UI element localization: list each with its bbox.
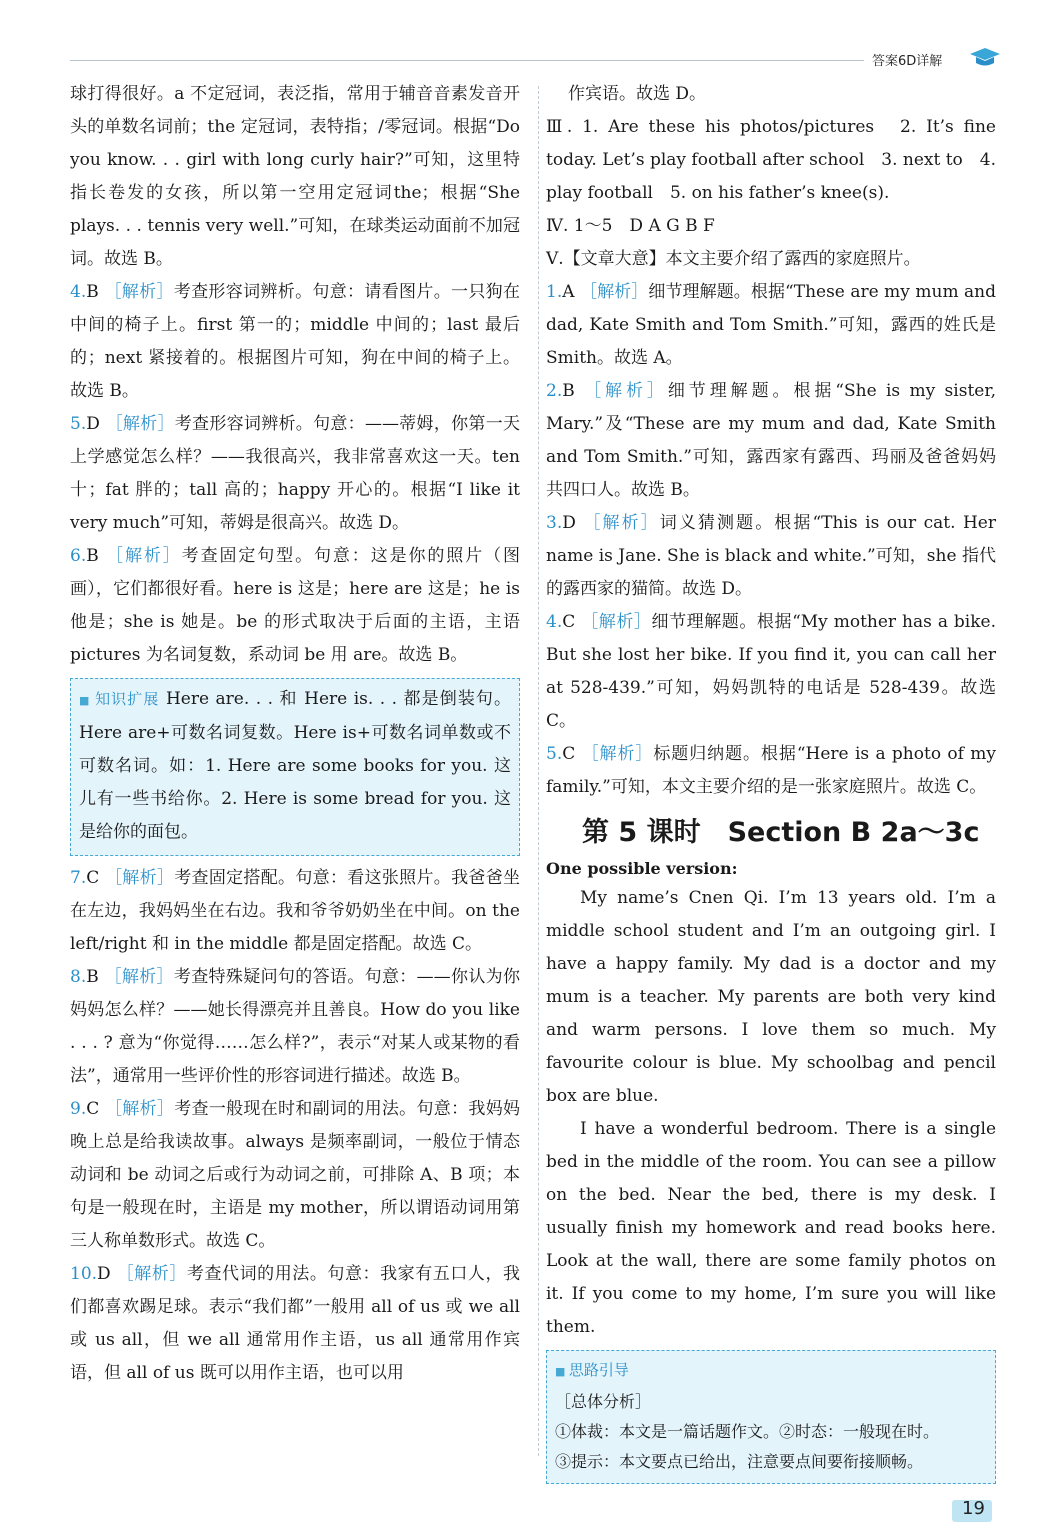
writing-guide-line: ①体裁：本文是一篇话题作文。②时态：一般现在时。 [555, 1422, 940, 1441]
left-column [70, 78, 520, 1390]
essay-paragraph: I have a wonderful bedroom. There is a single bed in the middle of the room. You can see a pillow on the bed. Near the bed, there is my desk. I usually finish my homework and read books here. Look at the wall, there are some family photos on it. If you come to my home, I’m sure you will like them. [546, 1119, 996, 1337]
sample-essay [546, 882, 996, 1344]
reading-item-3: 3.D ［解析］词义猜测题。根据“This is our cat. Her name is Jane. She is black and white.”可知，she 指代的露西家的猫简。故选 D。 [546, 513, 996, 599]
answer-item-9: 9.C ［解析］考查一般现在时和副词的用法。句意：我妈妈晚上总是给我读故事。always 是频率副词，一般位于情态动词和 be 动词之后或行为动词之前，可排除 A、B 项；本句是一般现在时，主语是 my mother，所以谓语动词用第三人称单数形式。故选 C。 [70, 1099, 521, 1251]
knowledge-box-text: Here are. . . 和 Here is. . . 都是倒装句。Here are+可数名词复数。Here is+可数名词单数或不可数名词。如：1. Here are some books for you. 这儿有一些书给你。2. Here is some bread for you. 这是给你的面包。 [79, 689, 512, 842]
knowledge-box [70, 678, 520, 856]
reading-item-2: 2.B ［解析］细节理解题。根据“She is my sister, Mary.”及“These are my mum and dad, Kate Smith and Tom Smith.”可知，露西家有露西、玛丽及爸爸妈妈共四口人。故选 B。 [546, 381, 997, 500]
writing-guide-line: ③提示：本文要点已给出，注意要点间要衔接顺畅。 [555, 1452, 924, 1471]
continued-text: 球打得很好。a 不定冠词，表泛指，常用于辅音音素发音开头的单数名词前；the 定冠词，表特指；/零冠词。根据“Do you know. . . girl with long curly hair?”可知，这里特指长卷发的女孩，所以第一空用定冠词the；根据“She plays. . . tennis very well.”可知，在球类运动面前不加冠词。故选 B。 [70, 84, 520, 269]
header-rule [70, 60, 864, 61]
header-title: 答案6D详解 [872, 54, 943, 69]
answer-item-8: 8.B ［解析］考查特殊疑问句的答语。句意：——你认为你妈妈怎么样？——她长得漂亮并且善良。How do you like . . . ? 意为“你觉得……怎么样?”，表示“对某人或某物的看法”，通常用一些评价性的形容词进行描述。故选 B。 [70, 967, 521, 1086]
reading-item-4: 4.C ［解析］细节理解题。根据“My mother has a bike. But she lost her bike. If you find it, you can call her at 528-439.”可知，妈妈凯特的电话是 528-439。故选 C。 [546, 612, 997, 731]
right-column [546, 78, 996, 1490]
writing-guide-box [546, 1350, 996, 1484]
answer-item-5: 5.D ［解析］考查形容词辨析。句意：——蒂姆，你第一天上学感觉怎么样？——我很高兴，我非常喜欢这一天。ten 十；fat 胖的；tall 高的；happy 开心的。根据“I like it very much”可知，蒂姆是很高兴。故选 D。 [70, 414, 521, 533]
knowledge-box-title: ■ 知识扩展 [79, 690, 159, 708]
section-title: 第 5 课时 Section B 2a～3c [582, 817, 980, 848]
answer-item-10: 10.D ［解析］考查代词的用法。句意：我家有五口人，我们都喜欢踢足球。表示“我们都”一般用 all of us 或 we all 或 us all，但 we all 通常用作主语，us all 通常用作宾语，但 all of us 既可以用作主语，也可以用 [70, 1264, 521, 1383]
answer-item-4: 4.B ［解析］考查形容词辨析。句意：请看图片。一只狗在中间的椅子上。first 第一的；middle 中间的；last 最后的；next 紧接着的。根据图片可知，狗在中间的椅子上。故选 B。 [70, 282, 521, 401]
reading-item-1: 1.A ［解析］细节理解题。根据“These are my mum and dad, Kate Smith and Tom Smith.”可知，露西的姓氏是 Smith。故选 A。 [546, 282, 997, 368]
writing-guide-title: ■ 思路引导 [555, 1355, 987, 1387]
writing-guide-subtitle: ［总体分析］ [555, 1392, 652, 1411]
page-number: 19 [962, 1498, 985, 1519]
reading-item-5: 5.C ［解析］标题归纳题。根据“Here is a photo of my family.”可知，本文主要介绍的是一张家庭照片。故选 C。 [546, 744, 996, 797]
essay-paragraph: My name’s Cnen Qi. I’m 13 years old. I’m a middle school student and I’m an outgoing girl. I have a happy family. My dad is a doctor and my mum is a teacher. My parents are both very kind and warm persons. I love them so much. My favourite colour is blue. My schoolbag and pencil box are blue. [546, 888, 996, 1106]
sample-label: One possible version: [546, 859, 738, 878]
section-IV-answers: Ⅳ. 1～5 D A G B F [546, 216, 715, 236]
continued-text-right: 作宾语。故选 D。 [568, 84, 707, 104]
section-III-answers: Ⅲ. 1. Are these his photos/pictures 2. It’s fine today. Let’s play football after school 3. next to 4. play football 5. on his father’s knee(s). [546, 117, 996, 203]
book-badge-icon [968, 46, 1002, 70]
section-V-summary: Ⅴ.【文章大意】本文主要介绍了露西的家庭照片。 [546, 249, 921, 269]
answer-item-7: 7.C ［解析］考查固定搭配。句意：看这张照片。我爸爸坐在左边，我妈妈坐在右边。我和爷爷奶奶坐在中间。on the left/right 和 in the middle 都是固定搭配。故选 C。 [70, 868, 521, 954]
answer-item-6: 6.B ［解析］考查固定句型。句意：这是你的照片（图画），它们都很好看。here is 这是；here are 这是；he is 他是；she is 她是。be 的形式取决于后面的主语，主语 pictures 为名词复数，系动词 be 用 are。故选 B。 [70, 546, 521, 665]
column-divider [538, 86, 539, 1456]
